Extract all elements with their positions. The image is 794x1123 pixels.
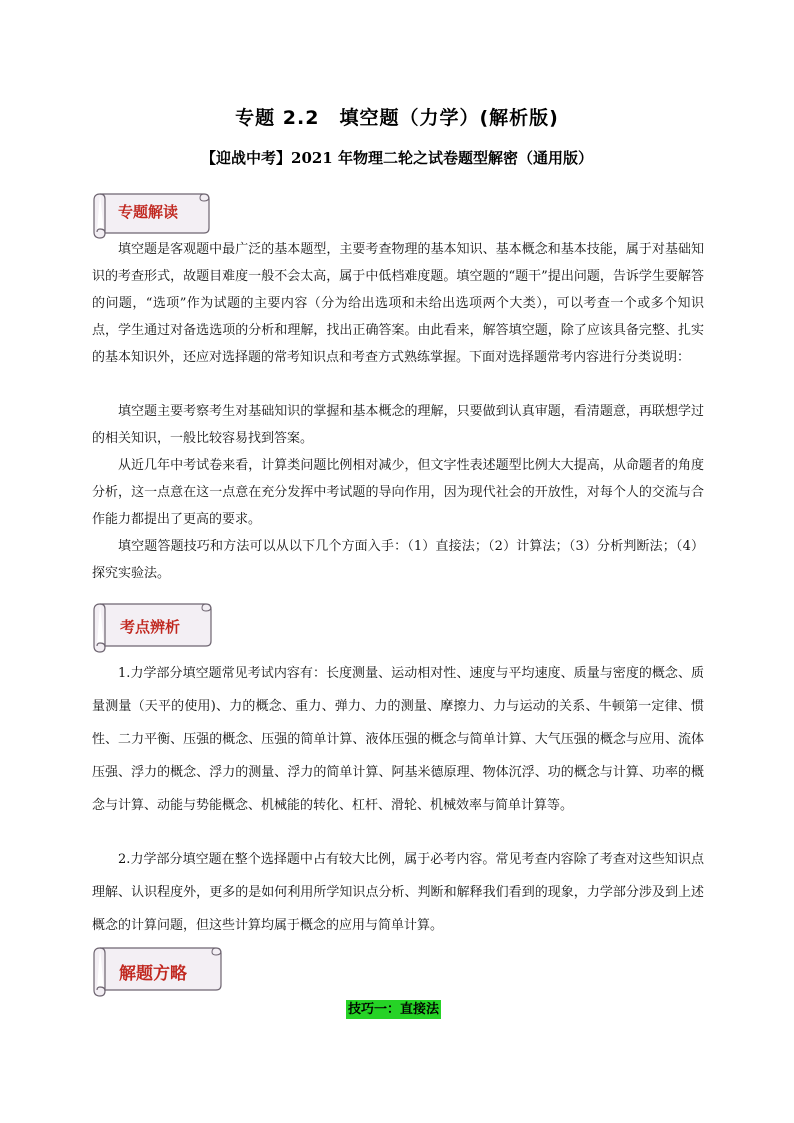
intro-paragraph-2: 填空题主要考察考生对基础知识的掌握和基本概念的理解，只要做到认真审题，看清题意，再联想学过的相关知识，一般比较容易找到答案。 bbox=[92, 404, 704, 446]
page-title: 专题 2.2 填空题（力学）(解析版) bbox=[235, 107, 559, 129]
section-banner-kaodian bbox=[92, 598, 216, 654]
intro-paragraph-3: 从近几年中考试卷来看，计算类问题比例相对减少，但文字性表述题型比例大大提高，从命题者的角度分析，这一点意在这一点意在充分发挥中考试题的导向作用，因为现代社会的开放性，对每个人的交流与合作能力都提出了更高的要求。 bbox=[92, 458, 704, 527]
page-subtitle: 【迎战中考】2021 年物理二轮之试卷题型解密（通用版） bbox=[201, 149, 593, 167]
kaodian-paragraph-1: 1.力学部分填空题常见考试内容有：长度测量、运动相对性、速度与平均速度、质量与密度的概念、质量测量（天平的使用)、力的概念、重力、弹力、力的测量、摩擦力、力与运动的关系、牛顿第一定律、惯性、二力平衡、压强的概念、压强的简单计算、液体压强的概念与简单计算、大气压强的概念与应用、流体压强、浮力的概念、浮力的测量、浮力的简单计算、阿基米德原理、物体沉浮、功的概念与计算、功率的概念与计算、动能与势能概念、机械能的转化、杠杆、滑轮、机械效率与简单计算等。 bbox=[92, 666, 704, 813]
section-label-zhuanti: 专题解读 bbox=[118, 203, 179, 221]
intro-paragraph-4: 填空题答题技巧和方法可以从以下几个方面入手：（1）直接法；（2）计算法；（3）分析判断法；（4）探究实验法。 bbox=[92, 539, 704, 581]
section-label-kaodian: 考点辨析 bbox=[120, 618, 181, 636]
intro-paragraph-1: 填空题是客观题中最广泛的基本题型，主要考查物理的基本知识、基本概念和基本技能，属于对基础知识的考查形式，故题目难度一般不会太高，属于中低档难度题。填空题的“题干”提出问题，告诉学生要解答的问题，“选项”作为试题的主要内容（分为给出选项和未给出选项两个大类），可以考查一个或多个知识点，学生通过对备选选项的分析和理解，找出正确答案。由此看来，解答填空题，除了应该具备完整、扎实的基本知识外，还应对选择题的常考知识点和考查方式熟练掌握。下面对选择题常考内容进行分类说明： bbox=[92, 242, 704, 365]
section-label-fanglue: 解题方略 bbox=[119, 964, 187, 984]
tip-heading-direct-method: 技巧一：直接法 bbox=[348, 1002, 440, 1017]
section-banner-fanglue bbox=[92, 942, 226, 998]
section-banner-zhuanti bbox=[92, 188, 214, 240]
kaodian-paragraph-2: 2.力学部分填空题在整个选择题中占有较大比例，属于必考内容。常见考查内容除了考查对这些知识点理解、认识程度外，更多的是如何利用所学知识点分析、判断和解释我们看到的现象，力学部分涉及到上述概念的计算问题，但这些计算均属于概念的应用与简单计算。 bbox=[92, 852, 704, 933]
